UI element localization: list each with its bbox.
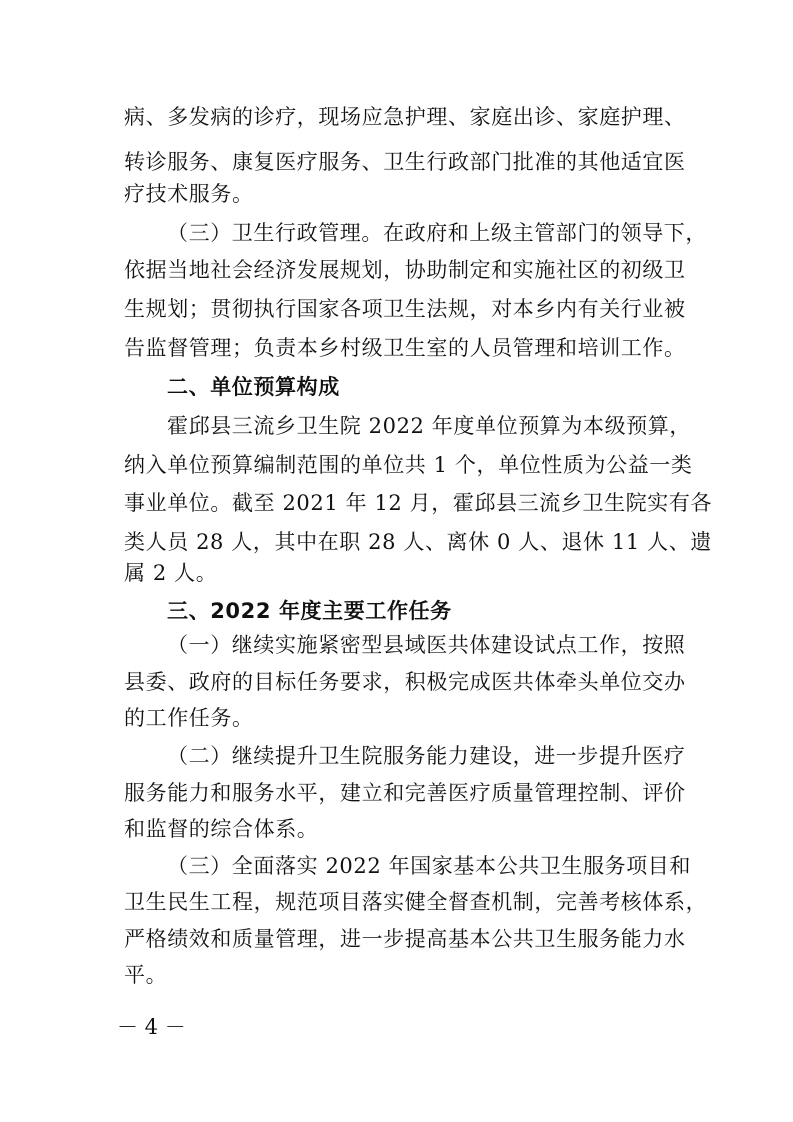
paragraph-line: 和监督的综合体系。 (124, 817, 319, 841)
paragraph-line: 的工作任务。 (124, 706, 254, 730)
page-number: － 4 － (117, 1015, 186, 1039)
paragraph-line: 平。 (124, 963, 168, 987)
paragraph-line: 服务能力和服务水平，建立和完善医疗质量管理控制、评价 (124, 781, 686, 805)
paragraph-line: （三）全面落实 2022 年国家基本公共卫生服务项目和 (167, 854, 691, 878)
paragraph-line: 纳入单位预算编制范围的单位共 1 个，单位性质为公益一类 (124, 453, 693, 477)
paragraph-line: 生规划；贯彻执行国家各项卫生法规，对本乡内有关行业被 (124, 297, 686, 321)
paragraph-line: 霍邱县三流乡卫生院 2022 年度单位预算为本级预算， (167, 414, 691, 438)
paragraph-line: （一）继续实施紧密型县域医共体建设试点工作，按照 (167, 633, 686, 657)
paragraph-line: 依据当地社会经济发展规划，协助制定和实施社区的初级卫 (124, 258, 686, 282)
paragraph-line: （二）继续提升卫生院服务能力建设，进一步提升医疗 (167, 744, 686, 768)
paragraph-line: 转诊服务、康复医疗服务、卫生行政部门批准的其他适宜医 (124, 150, 686, 174)
paragraph-line: 类人员 28 人，其中在职 28 人、离休 0 人、退休 11 人、遗 (124, 530, 712, 554)
paragraph-line: 严格绩效和质量管理，进一步提高基本公共卫生服务能力水 (124, 927, 686, 951)
paragraph-line: 属 2 人。 (124, 561, 218, 585)
paragraph-line: 卫生民生工程，规范项目落实健全督查机制，完善考核体系， (124, 890, 708, 914)
paragraph-line: 病、多发病的诊疗，现场应急护理、家庭出诊、家庭护理、 (124, 105, 686, 129)
paragraph-line: 疗技术服务。 (124, 182, 254, 206)
section-heading-main-tasks: 三、2022 年度主要工作任务 (167, 599, 452, 623)
paragraph-line: 告监督管理；负责本乡村级卫生室的人员管理和培训工作。 (124, 336, 686, 360)
paragraph-line: 事业单位。截至 2021 年 12 月，霍邱县三流乡卫生院实有各 (124, 491, 713, 515)
paragraph-line: 县委、政府的目标任务要求，积极完成医共体牵头单位交办 (124, 670, 686, 694)
paragraph-line: （三）卫生行政管理。在政府和上级主管部门的领导下， (167, 221, 707, 245)
section-heading-budget-structure: 二、单位预算构成 (167, 375, 340, 399)
